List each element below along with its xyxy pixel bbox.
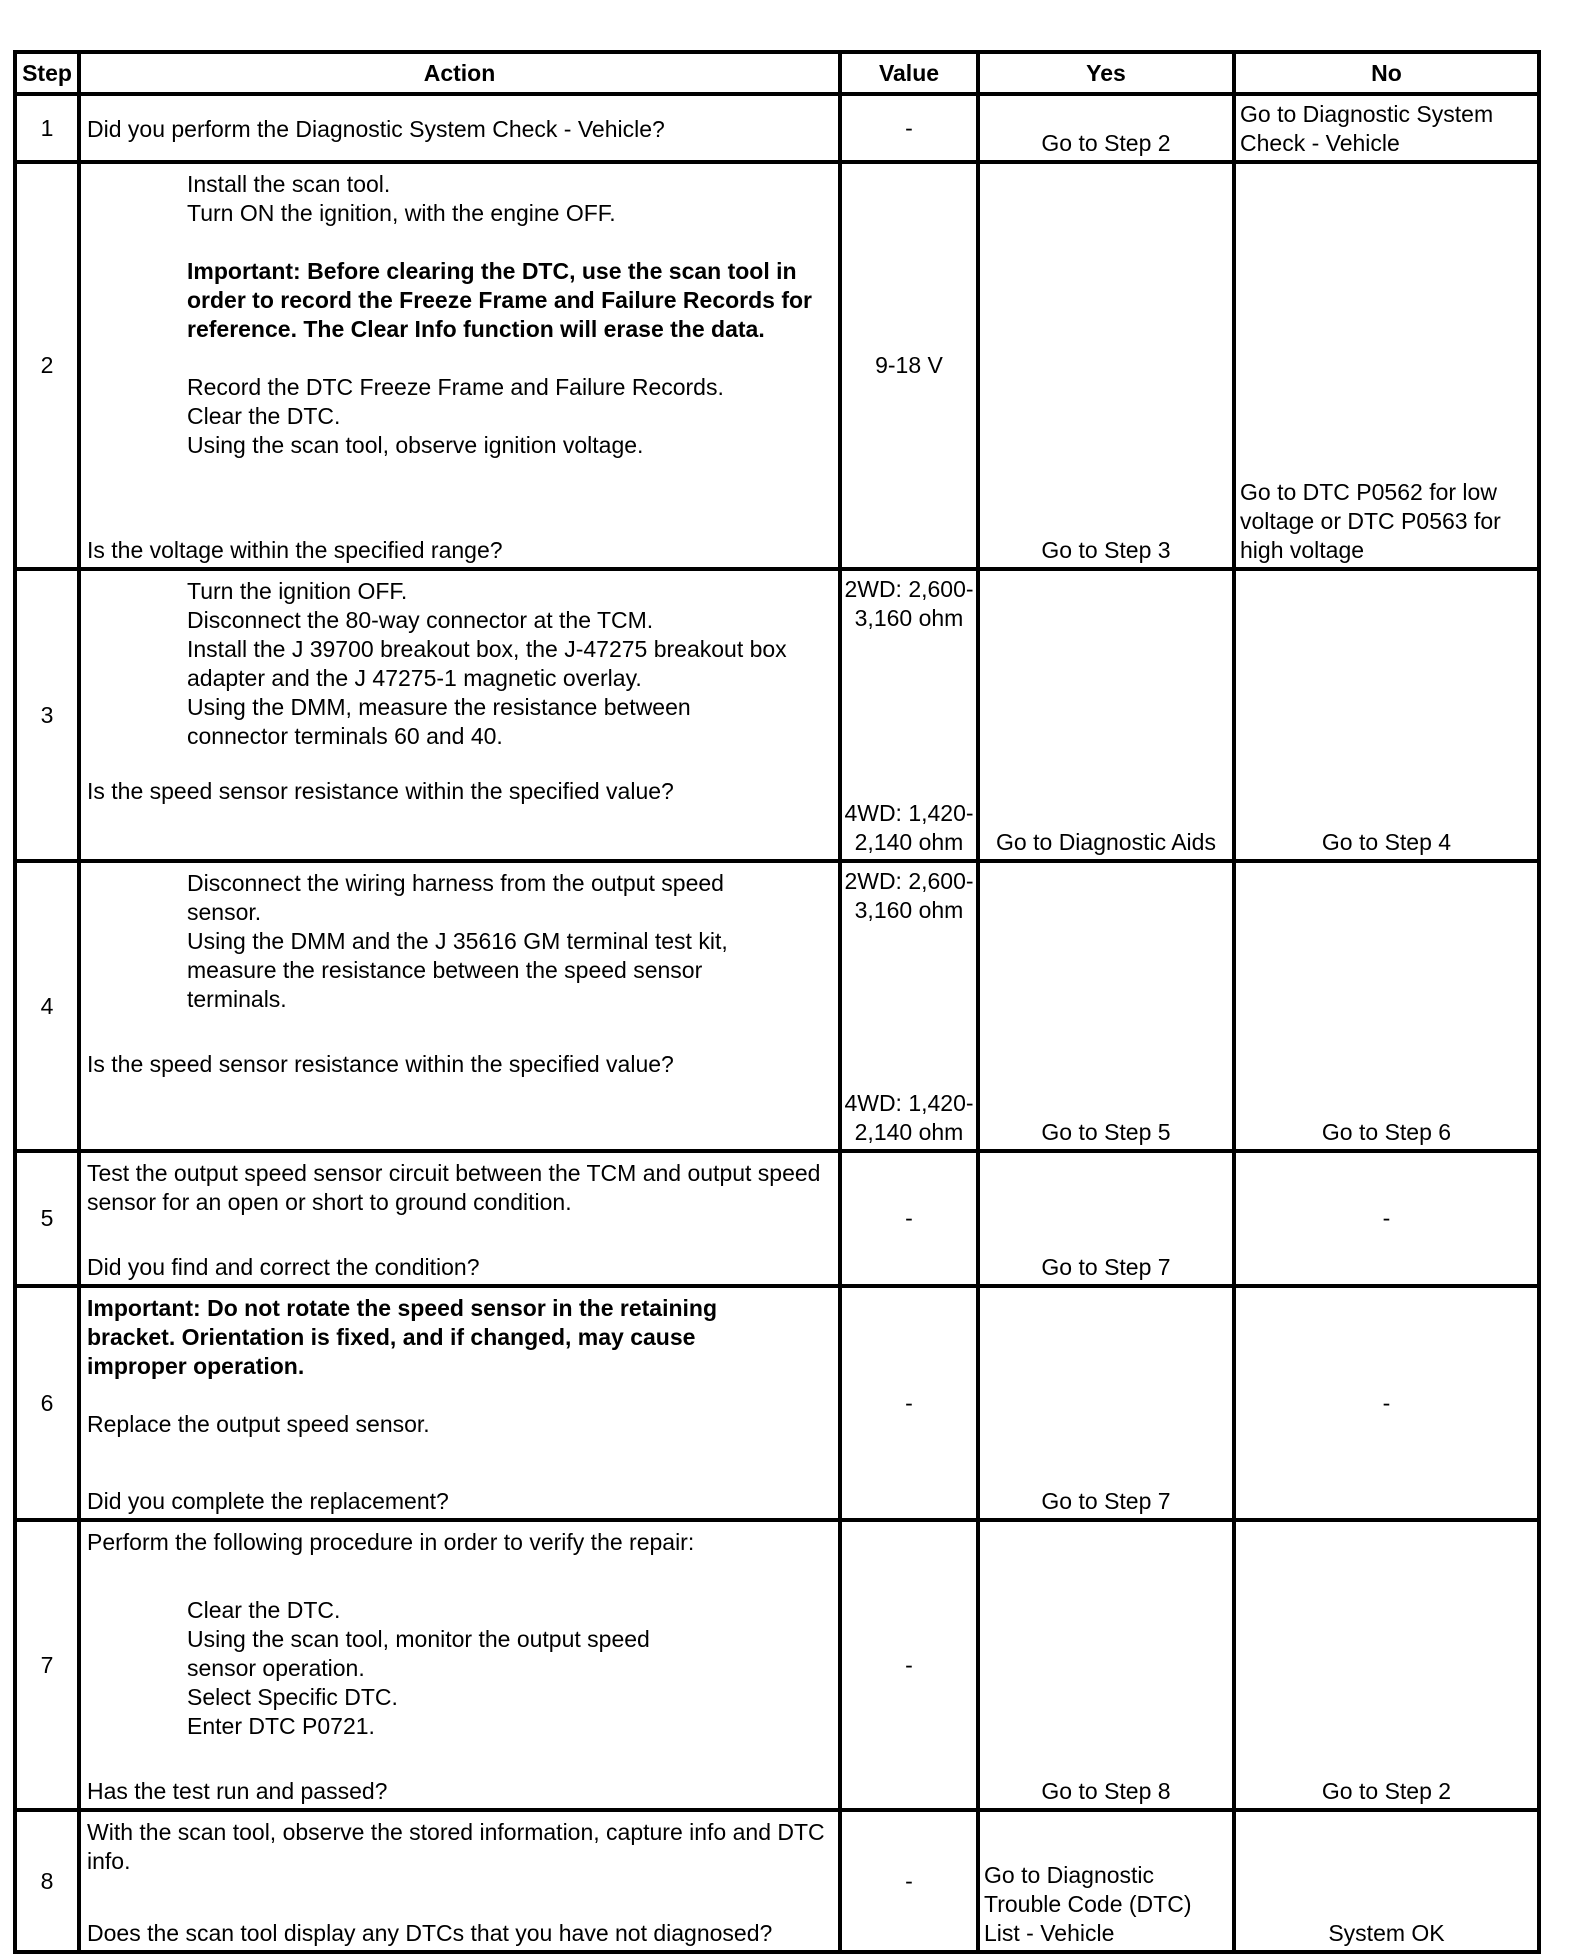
question-text: Does the scan tool display any DTCs that you have not diagnosed? xyxy=(87,1920,773,1946)
table-row xyxy=(17,571,1541,863)
yes-cell xyxy=(980,96,1236,164)
yes-cell xyxy=(980,1153,1236,1288)
action-cell xyxy=(81,96,842,164)
value-2wd: 2WD: 2,600- 3,160 ohm xyxy=(844,868,974,923)
instruction-step: Clear the DTC. xyxy=(187,403,341,429)
no-cell xyxy=(1236,164,1541,571)
no-cell xyxy=(1236,571,1541,863)
header-value: Value xyxy=(842,54,980,96)
value-cell: - xyxy=(842,1812,980,1954)
yes-text: Go to Step 8 xyxy=(1041,1778,1171,1804)
step-number: 1 xyxy=(17,96,81,164)
step-number: 5 xyxy=(17,1153,81,1288)
important-note: Important: Before clearing the DTC, use the scan tool in order to record the Freeze Frame and Failure Records for reference. The Clear Info function will erase the data. xyxy=(187,258,812,342)
no-text: Go to Step 4 xyxy=(1321,829,1452,855)
no-cell xyxy=(1236,1522,1541,1812)
value-cell: - xyxy=(842,1288,980,1522)
table-row xyxy=(17,1522,1541,1812)
yes-cell xyxy=(980,164,1236,571)
instruction-step: Record the DTC Freeze Frame and Failure Records. xyxy=(187,374,724,400)
step-number: 4 xyxy=(17,863,81,1153)
instruction-text: With the scan tool, observe the stored information, capture info and DTC info. xyxy=(87,1819,825,1874)
no-cell: - xyxy=(1236,1288,1541,1522)
no-text: Go to Step 2 xyxy=(1321,1778,1452,1804)
action-text: Did you perform the Diagnostic System Check - Vehicle? xyxy=(87,115,665,142)
table-row xyxy=(17,1288,1541,1522)
table-row xyxy=(17,863,1541,1153)
header-step: Step xyxy=(17,54,81,96)
question-text: Did you complete the replacement? xyxy=(87,1488,449,1514)
instruction-step: Using the scan tool, monitor the output speed sensor operation. xyxy=(187,1626,650,1681)
table-row xyxy=(17,96,1541,164)
no-text: Go to Step 6 xyxy=(1321,1119,1452,1145)
table-row xyxy=(17,1153,1541,1288)
yes-text: Go to Step 7 xyxy=(1041,1488,1171,1514)
value-cell: - xyxy=(842,1153,980,1288)
instruction-step: Select Specific DTC. xyxy=(187,1684,398,1710)
value-cell: - xyxy=(842,96,980,164)
value-4wd: 4WD: 1,420- 2,140 ohm xyxy=(844,800,974,855)
instruction-step: Enter DTC P0721. xyxy=(187,1713,375,1739)
question-text: Did you find and correct the condition? xyxy=(87,1254,480,1280)
step-number: 3 xyxy=(17,571,81,863)
value-2wd: 2WD: 2,600- 3,160 ohm xyxy=(844,576,974,631)
instruction-step: Using the scan tool, observe ignition voltage. xyxy=(187,432,644,458)
step-number: 2 xyxy=(17,164,81,571)
question-text: Is the speed sensor resistance within the specified value? xyxy=(87,1051,674,1077)
question-text: Is the voltage within the specified range? xyxy=(87,537,503,563)
action-cell xyxy=(81,1153,842,1288)
yes-cell xyxy=(980,1522,1236,1812)
step-number: 8 xyxy=(17,1812,81,1954)
action-cell xyxy=(81,1288,842,1522)
action-cell xyxy=(81,863,842,1153)
instruction-step: Install the scan tool. xyxy=(187,171,391,197)
action-cell xyxy=(81,164,842,571)
yes-cell xyxy=(980,1288,1236,1522)
yes-text: Go to Step 7 xyxy=(1041,1254,1171,1280)
header-yes: Yes xyxy=(980,54,1236,96)
header-no: No xyxy=(1236,54,1541,96)
instruction-step: Using the DMM and the J 35616 GM terminal test kit, measure the resistance between the speed sensor terminals. xyxy=(187,928,728,1012)
yes-cell xyxy=(980,571,1236,863)
header-row xyxy=(17,54,1541,96)
no-cell: - xyxy=(1236,1153,1541,1288)
table-row xyxy=(17,1812,1541,1954)
instruction-step: Disconnect the wiring harness from the output speed sensor. xyxy=(187,870,724,925)
instruction-text: Replace the output speed sensor. xyxy=(87,1411,430,1437)
step-number: 6 xyxy=(17,1288,81,1522)
no-cell xyxy=(1236,1812,1541,1954)
instruction-step: Turn ON the ignition, with the engine OFF. xyxy=(187,200,616,226)
instruction-step: Turn the ignition OFF. xyxy=(187,578,408,604)
diagnostic-table xyxy=(13,50,1541,1954)
header-action: Action xyxy=(81,54,842,96)
no-cell xyxy=(1236,863,1541,1153)
action-cell xyxy=(81,1812,842,1954)
instruction-text: Test the output speed sensor circuit between the TCM and output speed sensor for an open or short to ground condition. xyxy=(87,1160,821,1215)
no-text: Go to DTC P0562 for low voltage or DTC P0563 for high voltage xyxy=(1240,479,1501,563)
question-text: Has the test run and passed? xyxy=(87,1778,388,1804)
value-cell xyxy=(842,571,980,863)
action-cell xyxy=(81,1522,842,1812)
instruction-step: Using the DMM, measure the resistance between connector terminals 60 and 40. xyxy=(187,694,691,749)
yes-text: Go to Step 2 xyxy=(1041,130,1171,156)
important-note: Important: Do not rotate the speed sensor in the retaining bracket. Orientation is fixed, and if changed, may cause improper operation. xyxy=(87,1295,717,1379)
intro-text: Perform the following procedure in order to verify the repair: xyxy=(87,1529,695,1555)
yes-text: Go to Diagnostic Aids xyxy=(996,829,1216,855)
action-cell xyxy=(81,571,842,863)
yes-text: Go to Step 5 xyxy=(1041,1119,1171,1145)
no-text: Go to Diagnostic System Check - Vehicle xyxy=(1240,101,1494,156)
table-row xyxy=(17,164,1541,571)
yes-cell xyxy=(980,863,1236,1153)
yes-cell xyxy=(980,1812,1236,1954)
value-4wd: 4WD: 1,420- 2,140 ohm xyxy=(844,1090,974,1145)
value-cell xyxy=(842,863,980,1153)
instruction-step: Install the J 39700 breakout box, the J-47275 breakout box adapter and the J 47275-1 magnetic overlay. xyxy=(187,636,787,691)
yes-text: Go to Step 3 xyxy=(1041,537,1171,563)
value-cell: 9-18 V xyxy=(842,164,980,571)
value-cell: - xyxy=(842,1522,980,1812)
instruction-step: Clear the DTC. xyxy=(187,1597,341,1623)
question-text: Is the speed sensor resistance within the specified value? xyxy=(87,778,674,804)
yes-text: Go to Diagnostic Trouble Code (DTC) List - Vehicle xyxy=(984,1862,1192,1946)
no-cell xyxy=(1236,96,1541,164)
diagnostic-table-container xyxy=(13,50,1537,1954)
no-text: System OK xyxy=(1328,1920,1445,1946)
instruction-step: Disconnect the 80-way connector at the TCM. xyxy=(187,607,654,633)
step-number: 7 xyxy=(17,1522,81,1812)
